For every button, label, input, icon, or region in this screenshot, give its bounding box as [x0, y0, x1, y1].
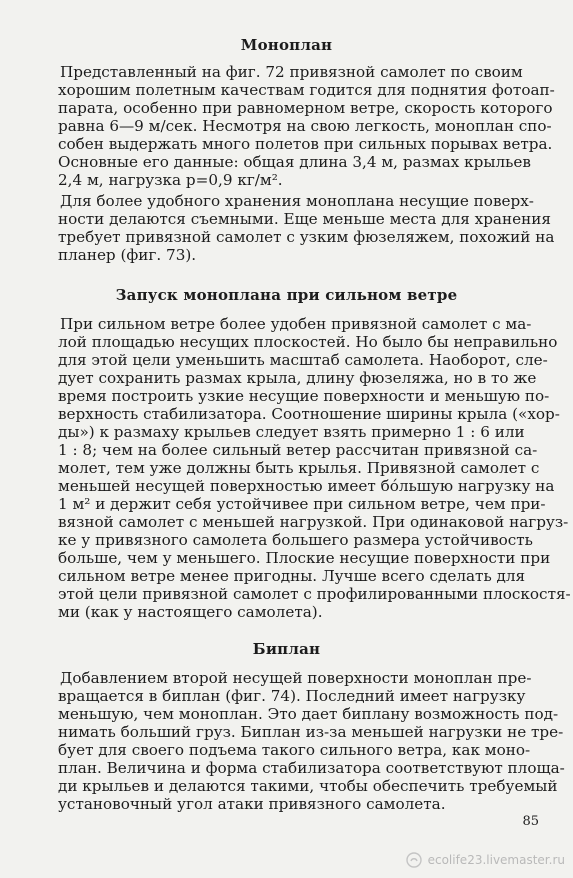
text-line: время построить узкие несущие поверхности и меньшую по-	[58, 387, 550, 405]
text-line: меньшую, чем моноплан. Это дает биплану возможность под-	[58, 705, 559, 723]
page-number: 85	[522, 814, 539, 829]
text-line: меньшей несущей поверхностью имеет бо́льшую нагрузку на	[58, 477, 555, 495]
text-line: Основные его данные: общая длина 3,4 м, размах крыльев	[58, 153, 531, 171]
text-line: парата, особенно при равномерном ветре, скорость которого	[58, 99, 553, 117]
text-line: нимать больший груз. Биплан из-за меньшей нагрузки не тре-	[58, 723, 564, 741]
text-line: молет, тем уже должны быть крылья. Привязной самолет с	[58, 459, 540, 477]
text-line: 1 : 8; чем на более сильный ветер рассчитан привязной са-	[58, 441, 538, 459]
text-line: ды») к размаху крыльев следует взять примерно 1 : 6 или	[58, 423, 525, 441]
section-title-monoplane: Моноплан	[240, 36, 333, 54]
watermark-text: ecolife23.livemaster.ru	[427, 853, 565, 867]
text-line: дует сохранить размах крыла, длину фюзеляжа, но в то же	[58, 369, 537, 387]
section-title-biplane: Биплан	[252, 640, 321, 658]
text-line: сильном ветре менее пригодны. Лучше всего сделать для	[58, 567, 526, 585]
livemaster-logo-icon	[406, 852, 422, 868]
text-line: равна 6—9 м/сек. Несмотря на свою легкость, моноплан спо-	[58, 117, 552, 135]
text-line: 2,4 м, нагрузка p=0,9 кг/м².	[58, 171, 283, 189]
text-line: ке у привязного самолета большего размера устойчивость	[58, 531, 533, 549]
watermark	[406, 852, 565, 868]
text-line: бует для своего подъема такого сильного ветра, как моно-	[58, 741, 531, 759]
text-line: Представленный на фиг. 72 привязной самолет по своим	[60, 63, 523, 81]
text-line: требует привязной самолет с узким фюзеляжем, похожий на	[58, 228, 555, 246]
text-line: собен выдержать много полетов при сильных порывах ветра.	[58, 135, 553, 153]
text-line: верхность стабилизатора. Соотношение ширины крыла («хор-	[58, 405, 560, 423]
text-line: план. Величина и форма стабилизатора соответствуют площа-	[58, 759, 565, 777]
text-line: ди крыльев и делаются такими, чтобы обеспечить требуемый	[58, 777, 558, 795]
text-line: лой площадью несущих плоскостей. Но было бы неправильно	[58, 333, 558, 351]
text-line: планер (фиг. 73).	[58, 246, 197, 264]
text-line: ности делаются съемными. Еще меньше места для хранения	[58, 210, 551, 228]
text-line: этой цели привязной самолет с профилированными плоскостя-	[58, 585, 571, 603]
text-line: Для более удобного хранения моноплана несущие поверх-	[60, 192, 534, 210]
text-line: вращается в биплан (фиг. 74). Последний имеет нагрузку	[58, 687, 526, 705]
text-line: вязной самолет с меньшей нагрузкой. При одинаковой нагруз-	[58, 513, 569, 531]
text-line: 1 м² и держит себя устойчивее при сильном ветре, чем при-	[58, 495, 546, 513]
text-line: ми (как у настоящего самолета).	[58, 603, 323, 621]
text-line: установочный угол атаки привязного самолета.	[58, 795, 446, 813]
text-line: больше, чем у меньшего. Плоские несущие поверхности при	[58, 549, 551, 567]
text-line: хорошим полетным качествам годится для поднятия фотоап-	[58, 81, 555, 99]
text-line: для этой цели уменьшить масштаб самолета. Наоборот, сле-	[58, 351, 548, 369]
text-line: При сильном ветре более удобен привязной самолет с ма-	[60, 315, 532, 333]
section-title-strong-wind: Запуск моноплана при сильном ветре	[115, 286, 458, 304]
text-line: Добавлением второй несущей поверхности моноплан пре-	[60, 669, 532, 687]
